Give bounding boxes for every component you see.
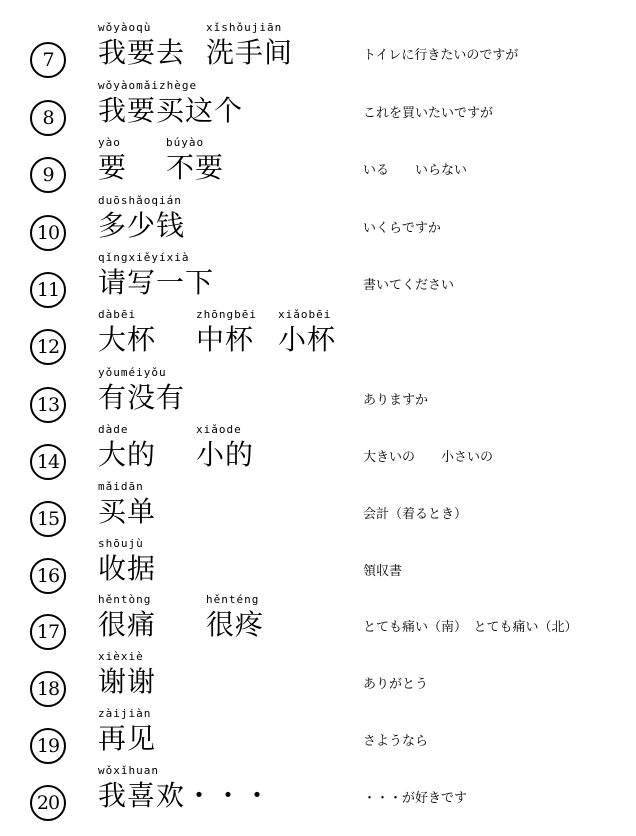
pinyin: dàbēi bbox=[98, 308, 137, 321]
chinese-phrase bbox=[98, 649, 156, 699]
chinese-phrase bbox=[98, 250, 214, 300]
japanese-translation: 書いてください bbox=[363, 278, 455, 293]
japanese-translation: ありがとう bbox=[363, 677, 429, 692]
chinese-phrase bbox=[98, 365, 185, 415]
hanzi: 谢谢 bbox=[98, 665, 157, 698]
phrase-row bbox=[0, 250, 636, 306]
pinyin: xǐshǒujiān bbox=[206, 21, 283, 34]
item-number: 15 bbox=[30, 501, 66, 537]
hanzi: 收据 bbox=[98, 552, 157, 585]
phrase-row bbox=[0, 135, 636, 191]
chinese-phrase bbox=[98, 706, 156, 756]
chinese-phrase bbox=[98, 307, 336, 357]
pinyin: xiǎobēi bbox=[278, 308, 332, 321]
chinese-phrase bbox=[98, 20, 293, 70]
item-number: 19 bbox=[30, 728, 66, 764]
pinyin: duōshǎoqián bbox=[98, 194, 182, 207]
hanzi: 中杯 bbox=[196, 323, 255, 356]
hanzi: 洗手间 bbox=[206, 36, 294, 69]
chinese-phrase bbox=[98, 763, 272, 813]
item-number: 17 bbox=[30, 614, 66, 650]
pinyin: zàijiàn bbox=[98, 707, 152, 720]
chinese-phrase bbox=[98, 135, 224, 185]
pinyin: wǒyàoqù bbox=[98, 21, 152, 34]
phrase-row bbox=[0, 763, 636, 819]
phrase-row bbox=[0, 365, 636, 421]
item-number: 20 bbox=[30, 785, 66, 821]
chinese-phrase bbox=[98, 78, 243, 128]
pinyin: wǒxǐhuan bbox=[98, 764, 159, 777]
item-number: 9 bbox=[30, 157, 66, 193]
chinese-phrase bbox=[98, 592, 264, 642]
item-number: 14 bbox=[30, 444, 66, 480]
pinyin: wǒyàomǎizhège bbox=[98, 79, 198, 92]
pinyin: hěntòng bbox=[98, 593, 152, 606]
phrase-row bbox=[0, 649, 636, 705]
pinyin: xiǎode bbox=[196, 423, 242, 436]
item-number: 11 bbox=[30, 272, 66, 308]
hanzi: 多少钱 bbox=[98, 209, 186, 242]
item-number: 10 bbox=[30, 215, 66, 251]
pinyin: búyào bbox=[166, 136, 205, 149]
japanese-translation: いくらですか bbox=[363, 221, 441, 236]
phrase-row bbox=[0, 78, 636, 134]
hanzi: 有没有 bbox=[98, 381, 186, 414]
pinyin: xièxiè bbox=[98, 650, 144, 663]
pinyin: qǐngxiěyíxià bbox=[98, 251, 190, 264]
hanzi: 小的 bbox=[196, 438, 255, 471]
hanzi: 再见 bbox=[98, 722, 157, 755]
chinese-phrase bbox=[98, 479, 156, 529]
hanzi: 大杯 bbox=[98, 323, 157, 356]
phrase-row bbox=[0, 422, 636, 478]
hanzi: 很痛 bbox=[98, 608, 157, 641]
hanzi: 不要 bbox=[166, 151, 225, 184]
phrase-row bbox=[0, 536, 636, 592]
japanese-translation: 大きいの 小さいの bbox=[363, 450, 494, 465]
japanese-translation: いる いらない bbox=[363, 163, 468, 178]
chinese-phrase bbox=[98, 193, 185, 243]
japanese-translation: ありますか bbox=[363, 393, 429, 408]
japanese-translation: トイレに行きたいのですが bbox=[363, 48, 519, 63]
japanese-translation: 領収書 bbox=[363, 564, 403, 579]
japanese-translation: とても痛い（南） とても痛い（北） bbox=[363, 620, 578, 635]
phrase-row bbox=[0, 706, 636, 762]
item-number: 8 bbox=[30, 100, 66, 136]
phrase-row bbox=[0, 479, 636, 535]
item-number: 18 bbox=[30, 671, 66, 707]
hanzi: 我喜欢・・・ bbox=[98, 779, 273, 812]
pinyin: yào bbox=[98, 136, 121, 149]
phrase-row bbox=[0, 592, 636, 648]
hanzi: 我要买这个 bbox=[98, 94, 244, 127]
item-number: 13 bbox=[30, 387, 66, 423]
item-number: 16 bbox=[30, 558, 66, 594]
hanzi: 我要去 bbox=[98, 36, 186, 69]
hanzi: 请写一下 bbox=[98, 266, 215, 299]
pinyin: zhōngbēi bbox=[196, 308, 257, 321]
hanzi: 大的 bbox=[98, 438, 157, 471]
hanzi: 要 bbox=[98, 151, 128, 184]
hanzi: 很疼 bbox=[206, 608, 265, 641]
hanzi: 买单 bbox=[98, 495, 157, 528]
hanzi: 小杯 bbox=[278, 323, 337, 356]
japanese-translation: さようなら bbox=[363, 734, 429, 749]
pinyin: dàde bbox=[98, 423, 129, 436]
pinyin: shōujù bbox=[98, 537, 144, 550]
pinyin: mǎidān bbox=[98, 480, 144, 493]
phrase-row bbox=[0, 20, 636, 76]
item-number: 12 bbox=[30, 329, 66, 365]
japanese-translation: これを買いたいですが bbox=[363, 106, 494, 121]
pinyin: yǒuméiyǒu bbox=[98, 366, 167, 379]
chinese-phrase bbox=[98, 422, 254, 472]
phrase-row bbox=[0, 193, 636, 249]
chinese-phrase bbox=[98, 536, 156, 586]
pinyin: hěnténg bbox=[206, 593, 260, 606]
japanese-translation: ・・・が好きです bbox=[363, 791, 468, 806]
phrase-row bbox=[0, 307, 636, 363]
japanese-translation: 会計（着るとき） bbox=[363, 507, 468, 522]
item-number: 7 bbox=[30, 42, 66, 78]
